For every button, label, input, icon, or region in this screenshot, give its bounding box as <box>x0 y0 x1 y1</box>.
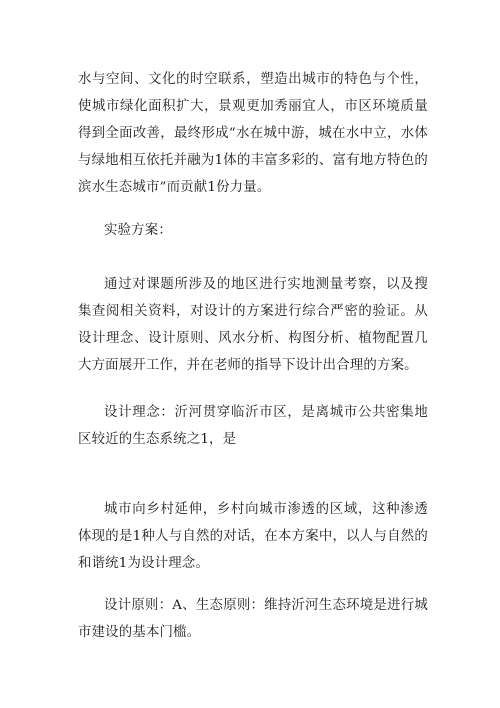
paragraph-design-principle: 设计原则：A、生态原则：维持沂河生态环境是进行城市建设的基本门槛。 <box>78 598 428 640</box>
paragraph-waterfront-goal: 水与空间、文化的时空联系，塑造出城市的特色与个性，使城市绿化面积扩大，景观更加秀丽宜人，市区环境质量得到全面改善，最终形成“水在城中游，城在水中立，水体与绿地相互依托并融为1体的丰富多彩的、富有地方特色的滨水生态城市”而贡献1份力量。 <box>78 72 428 195</box>
heading-experiment-plan: 实验方案： <box>104 223 172 238</box>
paragraph-method: 通过对课题所涉及的地区进行实地测量考察，以及搜集查阅相关资料，对设计的方案进行综合严密的验证。从设计理念、设计原则、风水分析、构图分析、植物配置几大方面展开工作，并在老师的指导下设计出合理的方案。 <box>78 277 428 373</box>
paragraph-design-concept: 设计理念：沂河贯穿临沂市区，是离城市公共密集地区较近的生态系统之1，是 <box>78 405 428 447</box>
paragraph-urban-rural: 城市向乡村延伸，乡村向城市渗透的区域，这种渗透体现的是1种人与自然的对话，在本方案中，以人与自然的和谐统1为设计理念。 <box>78 502 428 571</box>
